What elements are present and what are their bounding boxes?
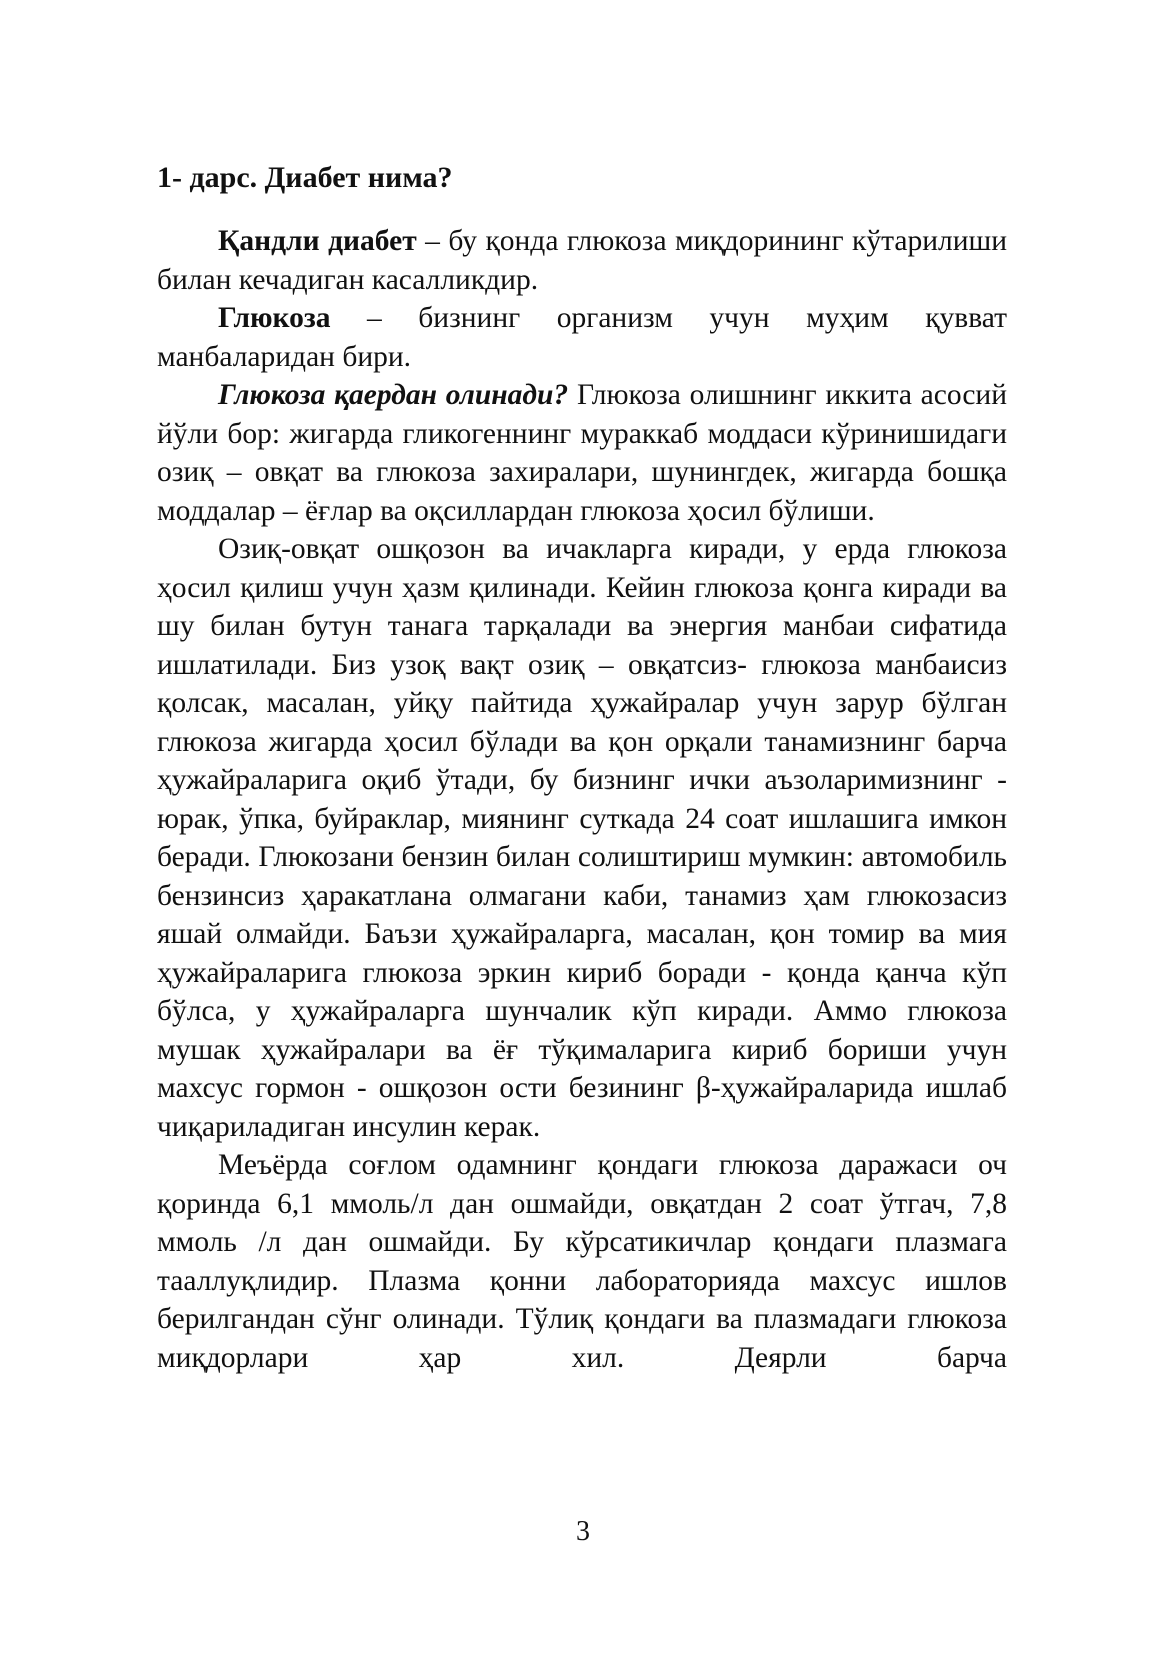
term-glucose: Глюкоза	[218, 302, 331, 334]
paragraph-definition-glucose	[157, 299, 1007, 376]
lesson-heading: 1- дарс. Диабет нима?	[157, 161, 453, 194]
paragraph-text: Глюкоза олишнинг иккита асосий йўли бор: жигарда гликогеннинг мураккаб моддаси кўринишидаги озиқ – овқат ва глюкоза захиралари, шунингдек, жигарда бошқа моддалар – ёғлар ва оқсиллардан глюкоза ҳосил бўлиши.	[157, 379, 1007, 527]
question-glucose-source: Глюкоза қаердан олинади?	[218, 379, 569, 411]
paragraph-digestion: Озиқ-овқат ошқозон ва ичакларга киради, у ерда глюкоза ҳосил қилиш учун ҳазм қилинади. Кейин глюкоза қонга киради ва шу билан бутун танага тарқалади ва энергия манбаи сифатида ишлатилади. Биз узоқ вақт озиқ – овқатсиз- глюкоза манбаисиз қолсак, масалан, уйқу пайтида ҳужайралар учун зарур бўлган глюкоза жигарда ҳосил бўлади ва қон орқали танамизнинг барча ҳужайраларига оқиб ўтади, бу бизнинг ички аъзоларимизнинг - юрак, ўпка, буйраклар, миянинг суткада 24 соат ишлашига имкон беради. Глюкозани бензин билан солиштириш мумкин: автомобиль бензинсиз ҳаракатлана олмагани каби, танамиз ҳам глюкозасиз яшай олмайди. Баъзи ҳужайраларга, масалан, қон томир ва мия ҳужайраларига глюкоза эркин кириб боради - қонда қанча кўп бўлса, у ҳужайраларга шунчалик кўп киради. Аммо глюкоза мушак ҳужайралари ва ёғ тўқималарига кириб бориши учун махсус гормон - ошқозон ости безининг β-ҳужайраларида ишлаб чиқариладиган инсулин керак.	[157, 533, 1007, 1143]
paragraph-normal-levels: Меъёрда соғлом одамнинг қондаги глюкоза даражаси оч қоринда 6,1 ммоль/л дан ошмайди, овқатдан 2 соат ўтгач, 7,8 ммоль /л дан ошмайди. Бу кўрсатикичлар қондаги плазмага тааллуқлидир. Плазма қонни лабораторияда махсус ишлов берилгандан сўнг олинади. Тўлиқ қондаги ва плазмадаги глюкоза миқдорлари ҳар хил. Деярли барча	[157, 1149, 1007, 1374]
term-diabetes: Қандли диабет	[218, 225, 417, 257]
paragraph-glucose-source	[157, 376, 1007, 530]
paragraph-definition-diabetes	[157, 222, 1007, 299]
body-text	[157, 222, 1007, 1377]
paragraph-text: – бизнинг организм учун муҳим қувват манбаларидан бири.	[157, 302, 1007, 373]
page-number: 3	[576, 1516, 590, 1547]
paragraph-text: – бу қонда глюкоза миқдорининг кўтарилиши билан кечадиган касалликдир.	[157, 225, 1007, 296]
